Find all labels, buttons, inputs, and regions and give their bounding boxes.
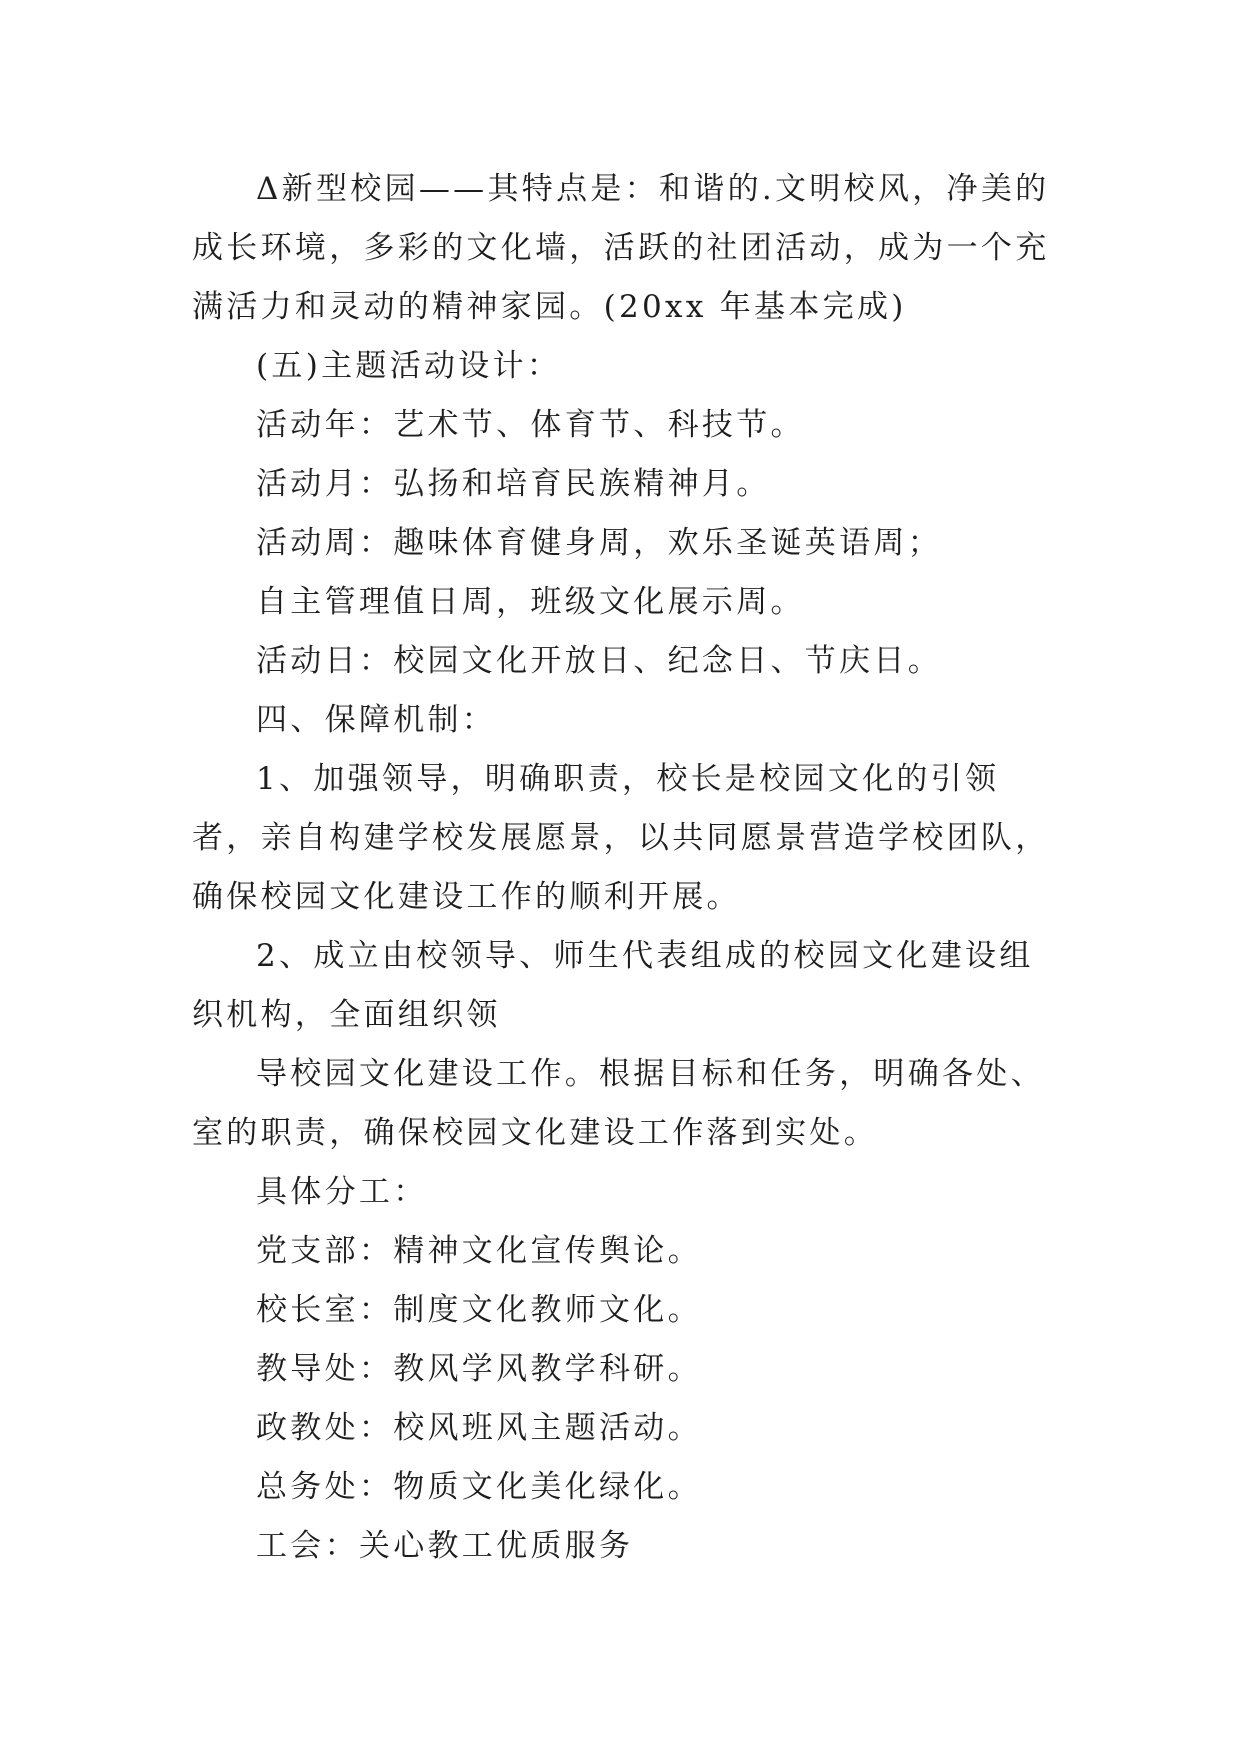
heading-guarantee-mechanism: 四、保障机制： [256, 702, 497, 738]
paragraph-trade-union: 工会：关心教工优质服务 [256, 1528, 634, 1564]
paragraph-activity-week: 活动周：趣味体育健身周，欢乐圣诞英语周； [256, 525, 942, 561]
paragraph-party-branch: 党支部：精神文化宣传舆论。 [256, 1233, 702, 1269]
paragraph-item-1: 1、加强领导，明确职责，校长是校园文化的引领者，亲自构建学校发展愿景，以共同愿景营造学校团队，确保校园文化建设工作的顺利开展。 [192, 761, 1050, 915]
paragraph-political-office: 政教处：校风班风主题活动。 [256, 1410, 702, 1446]
heading-theme-activities: (五)主题活动设计： [256, 348, 562, 384]
paragraph-teaching-office: 教导处：教风学风教学科研。 [256, 1351, 702, 1387]
heading-division-of-labor: 具体分工： [256, 1174, 428, 1210]
paragraph-activity-week-cont: 自主管理值日周，班级文化展示周。 [256, 584, 805, 620]
document-body [192, 160, 1054, 1576]
paragraph-activity-month: 活动月：弘扬和培育民族精神月。 [256, 466, 771, 502]
paragraph-item-2: 2、成立由校领导、师生代表组成的校园文化建设组织机构，全面组织领 [192, 938, 1034, 1033]
paragraph-new-campus: Δ新型校园——其特点是：和谐的.文明校风，净美的成长环境，多彩的文化墙，活跃的社团活动，成为一个充满活力和灵动的精神家园。(20xx 年基本完成) [192, 171, 1050, 325]
paragraph-principal-office: 校长室：制度文化教师文化。 [256, 1292, 702, 1328]
paragraph-general-affairs: 总务处：物质文化美化绿化。 [256, 1469, 702, 1505]
paragraph-activity-day: 活动日：校园文化开放日、纪念日、节庆日。 [256, 643, 942, 679]
paragraph-item-2-cont: 导校园文化建设工作。根据目标和任务，明确各处、室的职责，确保校园文化建设工作落到实处。 [192, 1056, 1045, 1151]
paragraph-activity-year: 活动年：艺术节、体育节、科技节。 [256, 407, 805, 443]
